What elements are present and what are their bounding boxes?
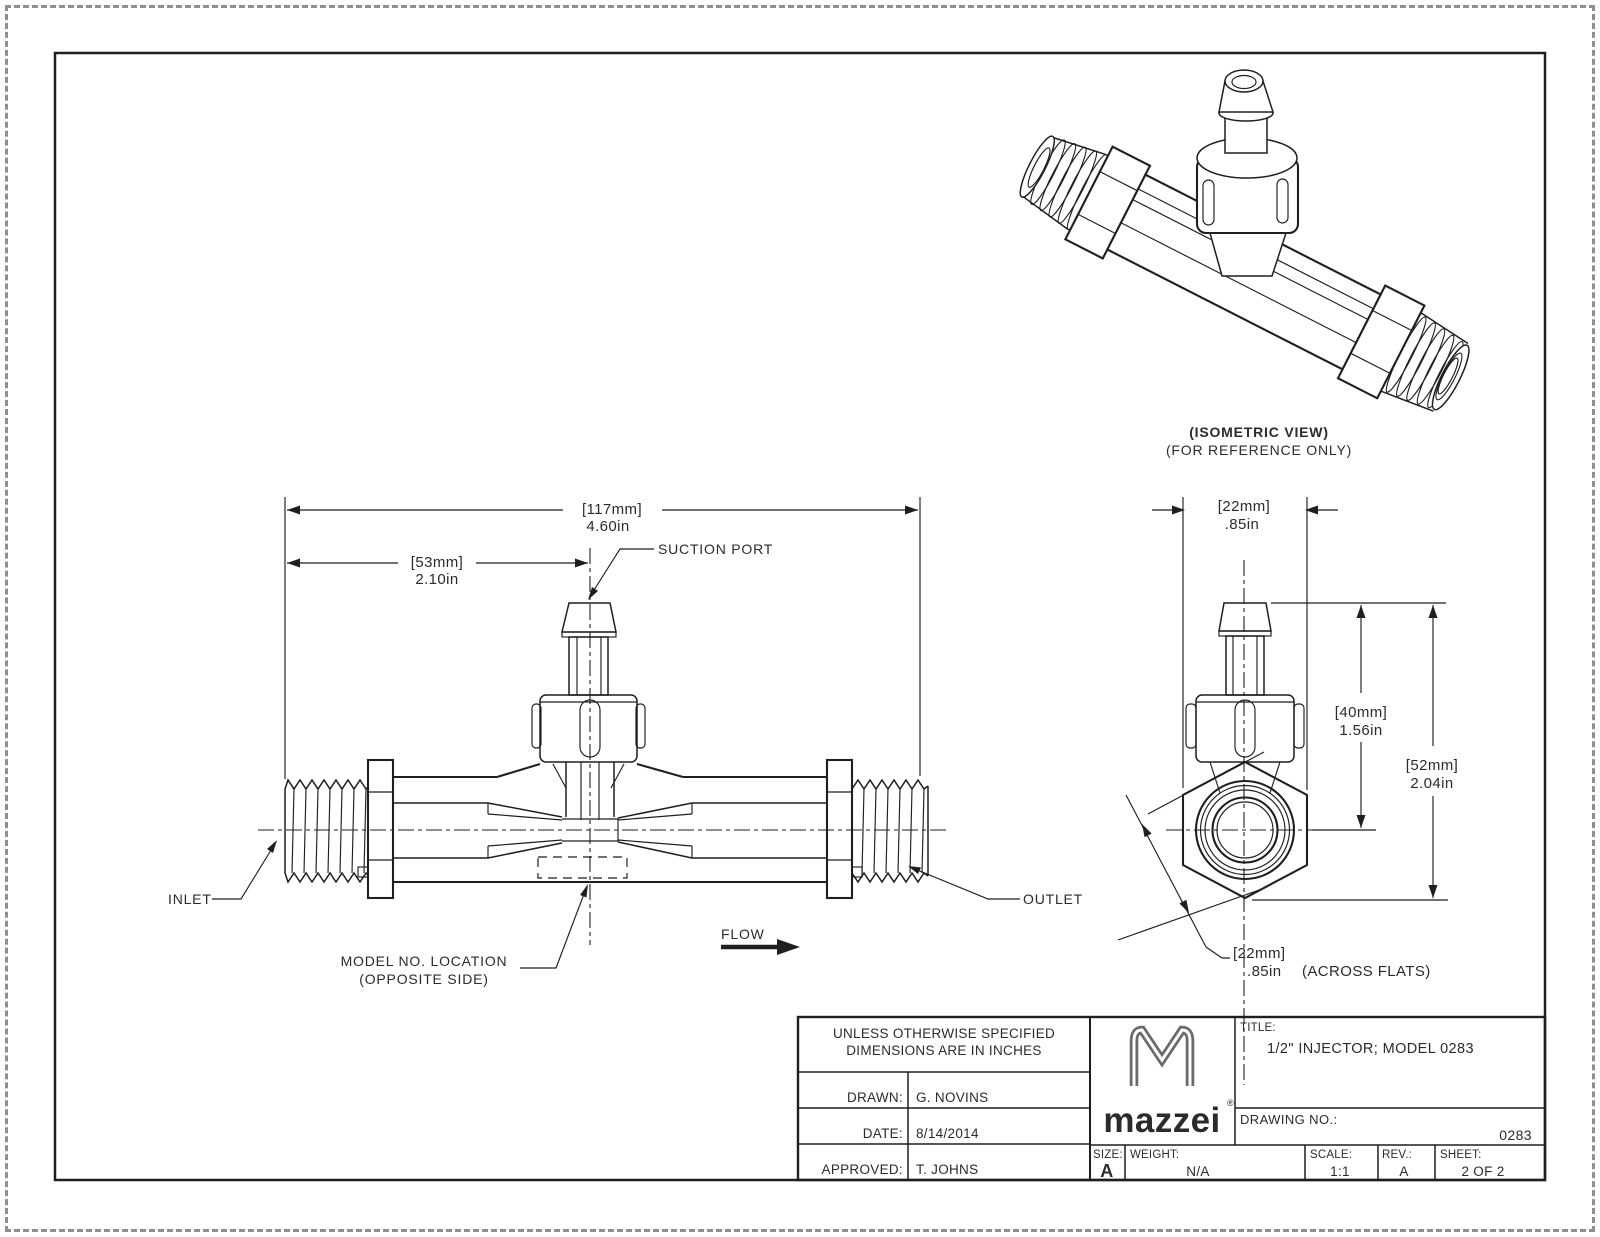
dim-inlet-to-port-in: 2.10in bbox=[415, 571, 459, 588]
flow-label: FLOW bbox=[721, 926, 765, 942]
approved-value: T. JOHNS bbox=[916, 1162, 979, 1177]
dim-barb-height-in: 1.56in bbox=[1339, 722, 1383, 739]
iso-tee-junction bbox=[1210, 233, 1286, 276]
model-number-location-box bbox=[538, 857, 627, 878]
dim-overall-height-in: 2.04in bbox=[1410, 775, 1454, 792]
title-block bbox=[798, 1017, 1545, 1181]
front-view bbox=[258, 548, 948, 945]
flow-arrow-head bbox=[777, 939, 800, 955]
size-value: A bbox=[1100, 1161, 1114, 1181]
dim-across-flats-in: .85in bbox=[1247, 963, 1282, 980]
inlet-hex-flange bbox=[358, 760, 393, 898]
tolerance-note-line1: UNLESS OTHERWISE SPECIFIED bbox=[832, 1026, 1056, 1041]
drawn-label: DRAWN: bbox=[846, 1090, 903, 1105]
approved-label: APPROVED: bbox=[821, 1162, 903, 1177]
mazzei-wordmark: mazzei bbox=[1103, 1101, 1221, 1140]
inlet-threads bbox=[285, 780, 368, 882]
model-location-label-line1: MODEL NO. LOCATION bbox=[340, 953, 508, 969]
drawing-frame bbox=[55, 53, 1545, 1180]
dim-overall-length-mm: [117mm] bbox=[581, 501, 643, 518]
inlet-label: INLET bbox=[168, 891, 212, 907]
sheet-label: SHEET: bbox=[1440, 1149, 1482, 1161]
model-location-label-line2: (OPPOSITE SIDE) bbox=[359, 971, 489, 987]
outlet-threads bbox=[852, 780, 928, 882]
end-view-dimensions bbox=[1118, 497, 1458, 980]
mazzei-logo bbox=[1103, 1030, 1234, 1140]
dim-nut-width-mm: [22mm] bbox=[1217, 498, 1271, 515]
rev-label: REV.: bbox=[1382, 1149, 1412, 1161]
suction-port-label: SUCTION PORT bbox=[658, 541, 774, 557]
weight-value: N/A bbox=[1186, 1164, 1210, 1179]
drawing-no-value: 0283 bbox=[1499, 1127, 1532, 1143]
dim-barb-height-mm: [40mm] bbox=[1334, 704, 1388, 721]
outlet-label: OUTLET bbox=[1023, 891, 1084, 907]
isometric-view bbox=[1007, 70, 1483, 458]
date-label: DATE: bbox=[862, 1126, 903, 1141]
title-label: TITLE: bbox=[1240, 1022, 1276, 1034]
scale-label: SCALE: bbox=[1310, 1149, 1353, 1161]
front-view-dimensions bbox=[168, 497, 1083, 987]
size-label: SIZE: bbox=[1093, 1149, 1123, 1161]
weight-label: WEIGHT: bbox=[1130, 1149, 1180, 1161]
mazzei-reg-mark: ® bbox=[1227, 1098, 1235, 1108]
suction-port-assembly bbox=[532, 603, 645, 762]
iso-view-label: (ISOMETRIC VIEW) bbox=[1189, 424, 1329, 440]
dim-across-flats-mm: [22mm] bbox=[1233, 945, 1286, 962]
sheet-value: 2 OF 2 bbox=[1461, 1164, 1505, 1179]
scale-value: 1:1 bbox=[1330, 1164, 1350, 1179]
rev-value: A bbox=[1399, 1164, 1409, 1179]
dim-overall-length-in: 4.60in bbox=[586, 518, 630, 535]
title-value: 1/2" INJECTOR; MODEL 0283 bbox=[1267, 1041, 1474, 1057]
drawing-no-label: DRAWING NO.: bbox=[1240, 1112, 1338, 1127]
dim-inlet-to-port-mm: [53mm] bbox=[410, 554, 464, 571]
injector-body bbox=[393, 762, 827, 882]
drawn-value: G. NOVINS bbox=[916, 1090, 989, 1105]
iso-view-sublabel: (FOR REFERENCE ONLY) bbox=[1165, 442, 1353, 458]
across-flats-note: (ACROSS FLATS) bbox=[1302, 963, 1431, 980]
dim-overall-height-mm: [52mm] bbox=[1405, 757, 1459, 774]
dim-nut-width-in: .85in bbox=[1224, 516, 1260, 533]
date-value: 8/14/2014 bbox=[916, 1126, 979, 1141]
end-view bbox=[1166, 560, 1330, 1085]
tolerance-note-line2: DIMENSIONS ARE IN INCHES bbox=[846, 1043, 1042, 1058]
